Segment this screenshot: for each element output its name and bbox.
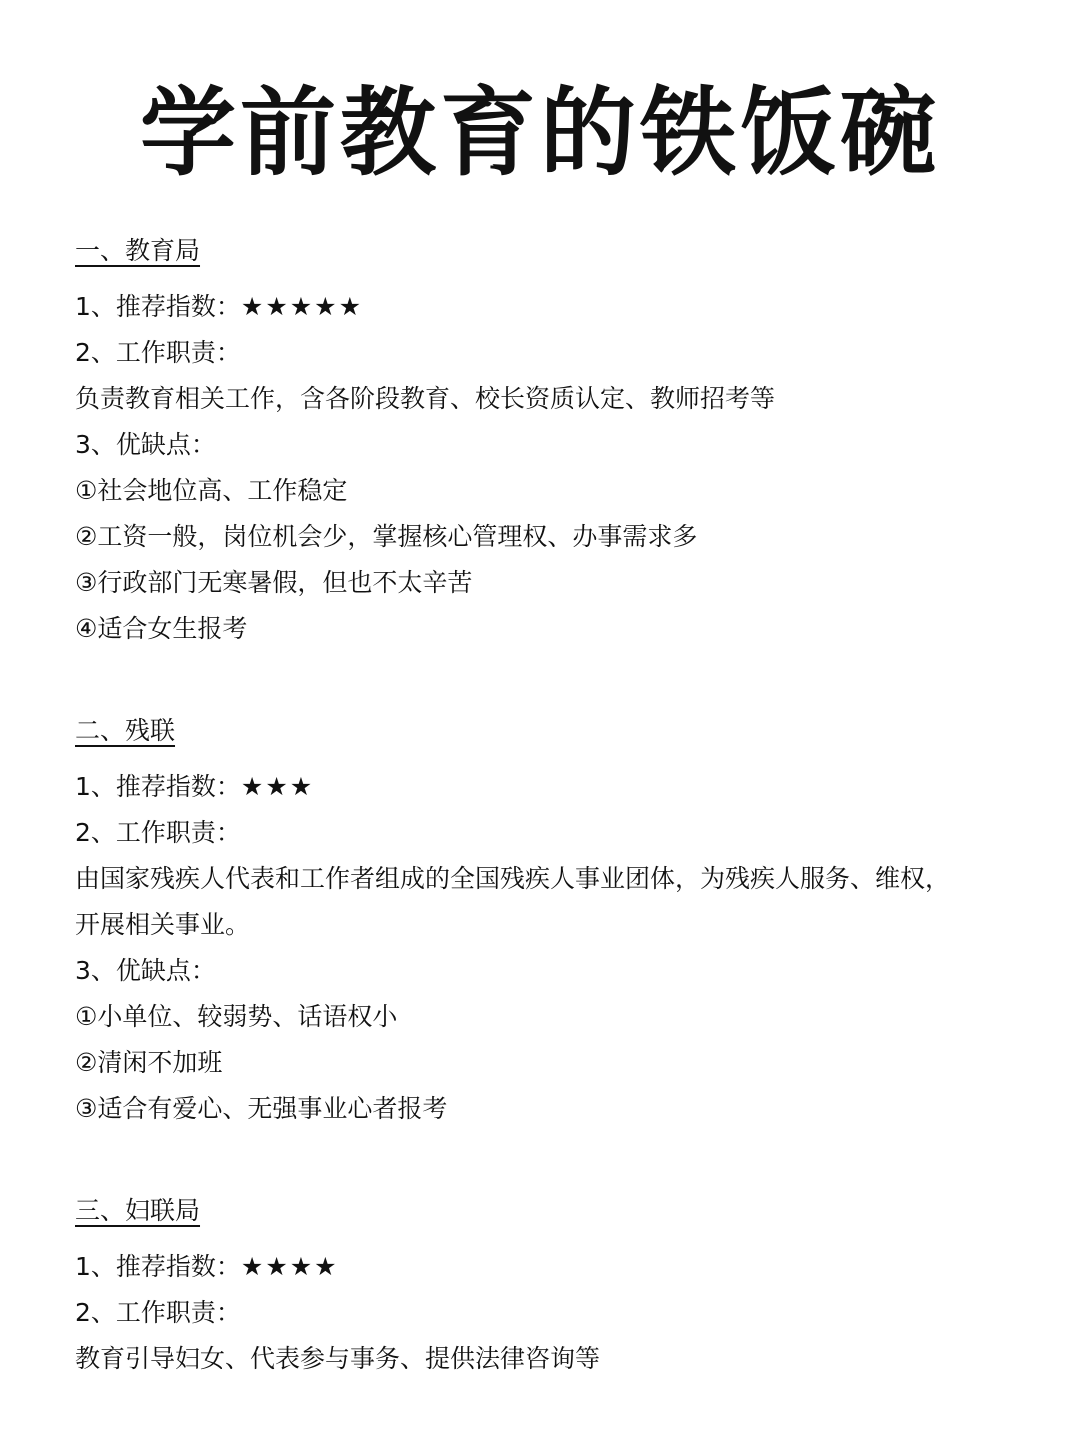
rating-line <box>75 764 1015 810</box>
duty-text-line-2: 开展相关事业。 <box>75 910 251 939</box>
list-item: ①小单位、较弱势、话语权小 <box>75 1002 398 1031</box>
page-title: 学前教育的铁饭碗 <box>140 77 940 189</box>
duty-label: 2、工作职责： <box>75 338 241 367</box>
list-item: ②工资一般，岗位机会少，掌握核心管理权、办事需求多 <box>75 522 698 551</box>
duty-text: 教育引导妇女、代表参与事务、提供法律咨询等 <box>75 1344 601 1373</box>
rating-stars: ★★★★★ <box>240 292 363 321</box>
list-item: ②清闲不加班 <box>75 1048 223 1077</box>
rating-label: 1、推荐指数： <box>75 292 241 321</box>
section-heading: 二、残联 <box>75 716 176 745</box>
section-disabled-federation <box>75 708 1015 1132</box>
list-item: ④适合女生报考 <box>75 614 248 643</box>
rating-label: 1、推荐指数： <box>75 772 241 801</box>
section-heading: 三、妇联局 <box>75 1196 201 1225</box>
duty-label: 2、工作职责： <box>75 818 241 847</box>
list-item: ③行政部门无寒暑假，但也不太辛苦 <box>75 568 473 597</box>
rating-stars: ★★★ <box>240 772 315 801</box>
rating-label: 1、推荐指数： <box>75 1252 241 1281</box>
section-heading: 一、教育局 <box>75 236 201 265</box>
document-body <box>75 228 1015 1382</box>
rating-line <box>75 1244 1015 1290</box>
duty-label: 2、工作职责： <box>75 1298 241 1327</box>
section-education-bureau <box>75 228 1015 652</box>
rating-line <box>75 284 1015 330</box>
section-women-federation <box>75 1188 1015 1382</box>
duty-text: 负责教育相关工作，含各阶段教育、校长资质认定、教师招考等 <box>75 384 776 413</box>
pros-cons-label: 3、优缺点： <box>75 430 216 459</box>
list-item: ①社会地位高、工作稳定 <box>75 476 348 505</box>
duty-text-line-1: 由国家残疾人代表和工作者组成的全国残疾人事业团体，为残疾人服务、维权， <box>75 864 951 893</box>
rating-stars: ★★★★ <box>240 1252 339 1281</box>
pros-cons-label: 3、优缺点： <box>75 956 216 985</box>
list-item: ③适合有爱心、无强事业心者报考 <box>75 1094 448 1123</box>
